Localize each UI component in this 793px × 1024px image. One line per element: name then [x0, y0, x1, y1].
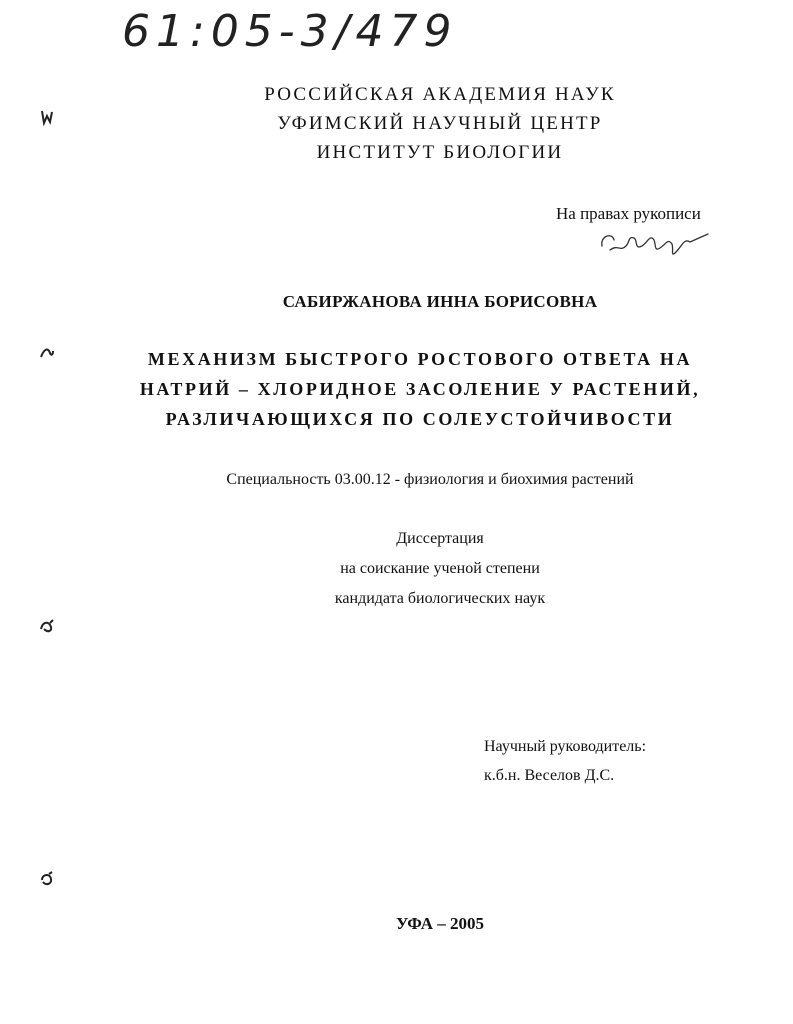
title-line-2: НАТРИЙ – ХЛОРИДНОЕ ЗАСОЛЕНИЕ У РАСТЕНИЙ, — [139, 379, 701, 399]
title-line-1: МЕХАНИЗМ БЫСТРОГО РОСТОВОГО ОТВЕТА НА — [147, 349, 693, 369]
supervisor-label: Научный руководитель: — [484, 738, 647, 755]
org-line-academy: РОССИЙСКАЯ АКАДЕМИЯ НАУК — [264, 84, 616, 105]
rights-note: На правах рукописи — [556, 204, 701, 223]
degree-line-2: кандидата биологических наук — [334, 590, 546, 607]
title-line-3: РАЗЛИЧАЮЩИХСЯ ПО СОЛЕУСТОЙЧИВОСТИ — [165, 409, 675, 429]
dissertation-label: Диссертация — [396, 530, 484, 547]
city-year: УФА – 2005 — [395, 914, 485, 933]
supervisor-name: к.б.н. Веселов Д.С. — [484, 767, 615, 784]
org-line-institute: ИНСТИТУТ БИОЛОГИИ — [316, 142, 564, 163]
degree-line-1: на соискание ученой степени — [340, 560, 540, 577]
specialty: Специальность 03.00.12 - физиология и биохимия растений — [226, 471, 634, 488]
margin-mark — [38, 343, 56, 361]
margin-mark — [38, 617, 56, 635]
author-name: САБИРЖАНОВА ИННА БОРИСОВНА — [282, 292, 598, 311]
org-line-center: УФИМСКИЙ НАУЧНЫЙ ЦЕНТР — [277, 113, 603, 134]
signature — [598, 222, 718, 262]
margin-mark — [38, 870, 56, 888]
margin-mark — [38, 108, 56, 126]
shelf-code-text: 61:05-3/479 — [122, 6, 458, 57]
handwritten-shelf-code — [118, 0, 498, 58]
